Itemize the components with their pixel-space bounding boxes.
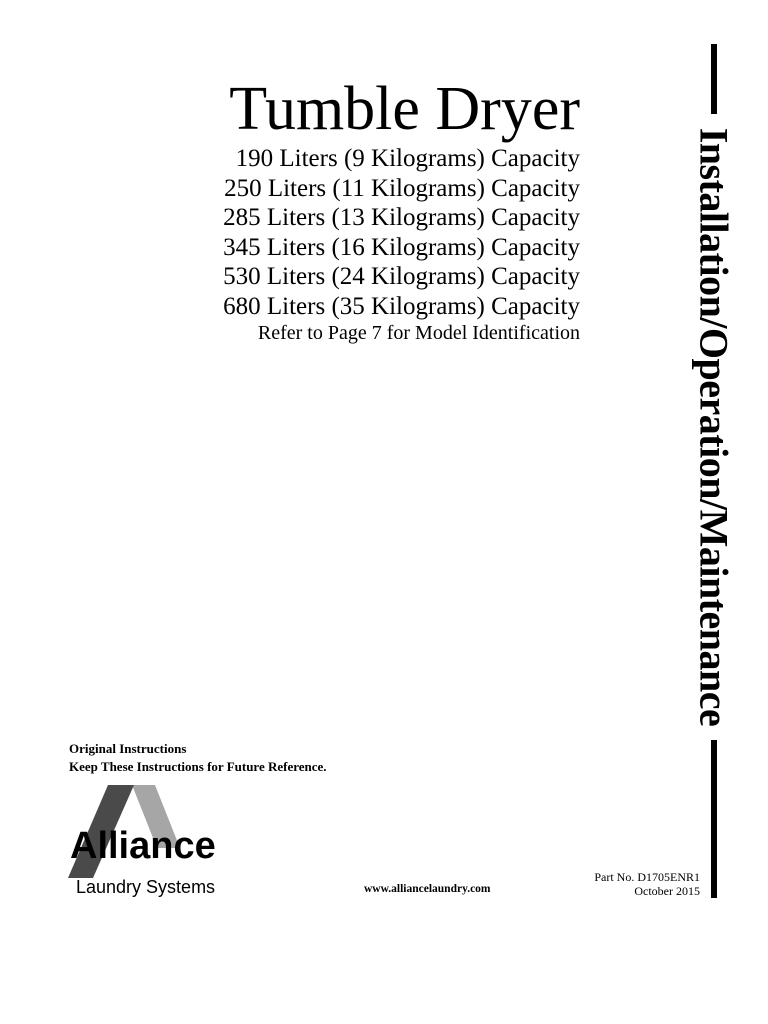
- side-rule-top: [711, 44, 717, 114]
- instruction-notes: [69, 740, 327, 776]
- logo-brand-name: Alliance: [70, 825, 216, 867]
- part-info: [594, 870, 700, 898]
- capacity-line: 680 Liters (35 Kilograms) Capacity: [223, 292, 580, 320]
- publication-date: October 2015: [634, 884, 700, 898]
- keep-instructions-note: Keep These Instructions for Future Reference.: [69, 759, 327, 774]
- website-link[interactable]: www.alliancelaundry.com: [364, 883, 491, 895]
- logo-tagline: Laundry Systems: [76, 877, 216, 897]
- side-rule-bottom: [711, 740, 717, 898]
- capacity-line: 250 Liters (11 Kilograms) Capacity: [224, 174, 580, 202]
- capacity-line: 285 Liters (13 Kilograms) Capacity: [223, 204, 580, 231]
- capacity-list: [60, 144, 580, 321]
- side-title-container: [690, 118, 738, 736]
- capacity-line: 190 Liters (9 Kilograms) Capacity: [235, 145, 580, 172]
- capacity-line: 530 Liters (24 Kilograms) Capacity: [223, 263, 580, 290]
- document-title: Tumble Dryer: [229, 75, 580, 143]
- title-block: [60, 74, 580, 345]
- side-title: Installation/Operation/Maintenance: [691, 127, 737, 727]
- model-identification-reference: Refer to Page 7 for Model Identification: [257, 322, 580, 344]
- original-instructions-note: Original Instructions: [69, 741, 187, 756]
- alliance-logo: [68, 782, 278, 902]
- capacity-line: 345 Liters (16 Kilograms) Capacity: [223, 233, 580, 261]
- part-number: Part No. D1705ENR1: [594, 870, 700, 884]
